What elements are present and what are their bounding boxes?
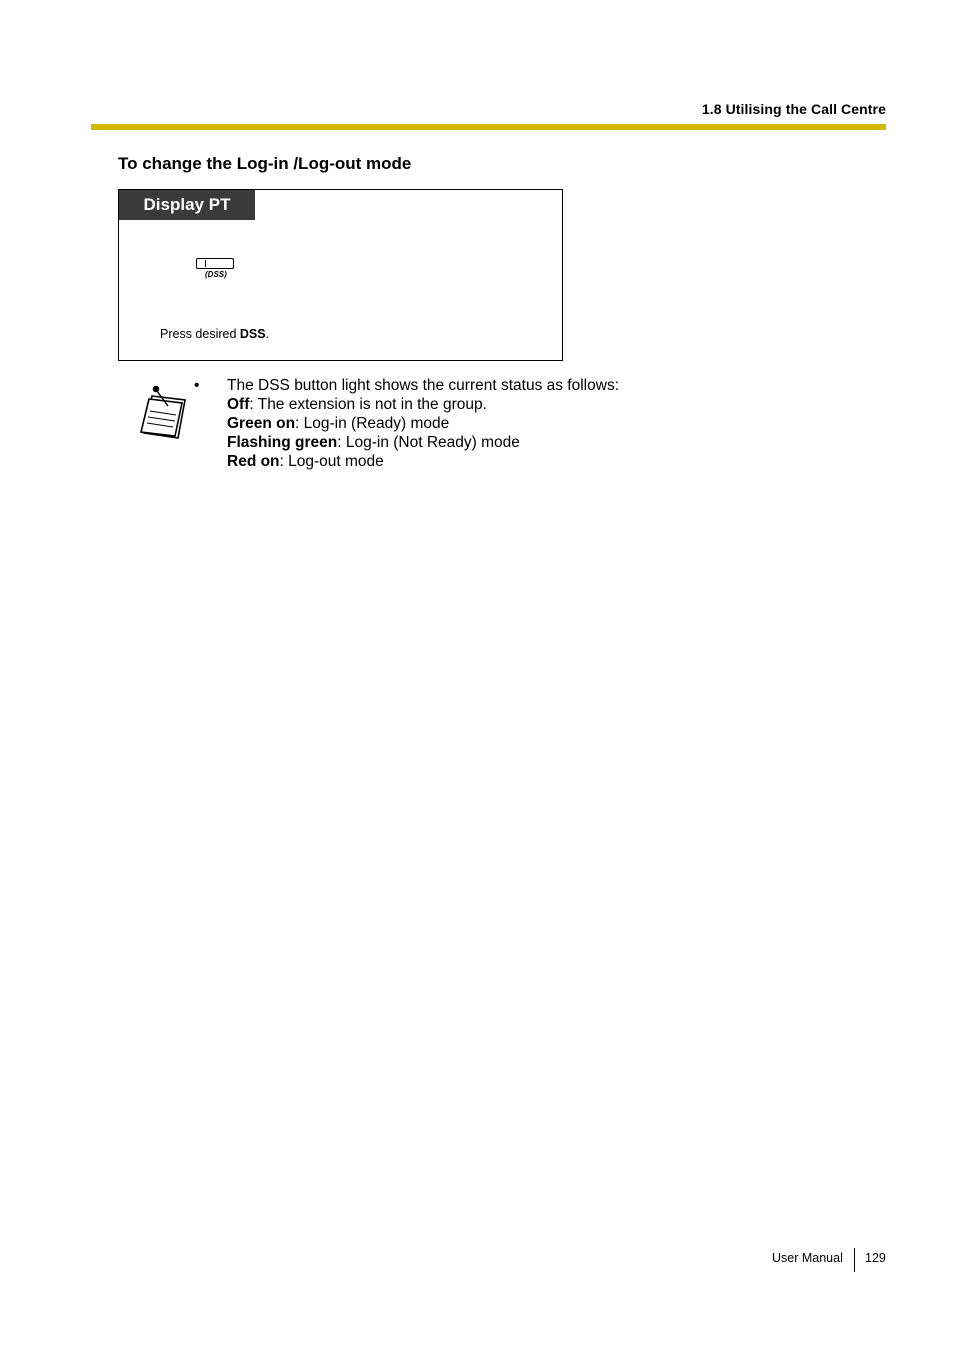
status-desc: : Log-in (Not Ready) mode: [337, 434, 520, 451]
page-number: 129: [865, 1251, 886, 1265]
footer-label: User Manual: [772, 1251, 843, 1265]
status-term: Green on: [227, 415, 296, 432]
instruction-text: [160, 327, 269, 341]
display-pt-tab: Display PT: [119, 190, 255, 220]
status-desc: : Log-out mode: [279, 453, 384, 470]
status-desc: : Log-in (Ready) mode: [295, 415, 450, 432]
note-lines: [227, 376, 619, 471]
display-pt-panel: [118, 189, 563, 361]
status-line-off: [227, 395, 619, 414]
instruction-prefix: Press desired: [160, 327, 240, 341]
status-term: Off: [227, 396, 250, 413]
running-header: 1.8 Utilising the Call Centre: [701, 101, 886, 117]
status-line-green-on: [227, 414, 619, 433]
dss-key-label: (DSS): [205, 270, 227, 279]
instruction-suffix: .: [265, 327, 270, 341]
dss-led-icon: [198, 260, 206, 267]
footer-divider: [854, 1248, 855, 1272]
dss-key-icon: [196, 258, 234, 269]
status-desc: : The extension is not in the group.: [249, 396, 487, 413]
status-line-red-on: [227, 452, 619, 471]
section-title: To change the Log-in /Log-out mode: [118, 154, 412, 173]
header-rule: [91, 124, 886, 130]
bullet: •: [194, 377, 200, 394]
note-intro: The DSS button light shows the current status as follows:: [227, 377, 619, 394]
status-line-flashing-green: [227, 433, 619, 452]
status-term: Flashing green: [227, 434, 338, 451]
status-term: Red on: [227, 453, 280, 470]
instruction-bold: DSS: [239, 327, 266, 341]
note-pad-icon: [138, 382, 188, 440]
